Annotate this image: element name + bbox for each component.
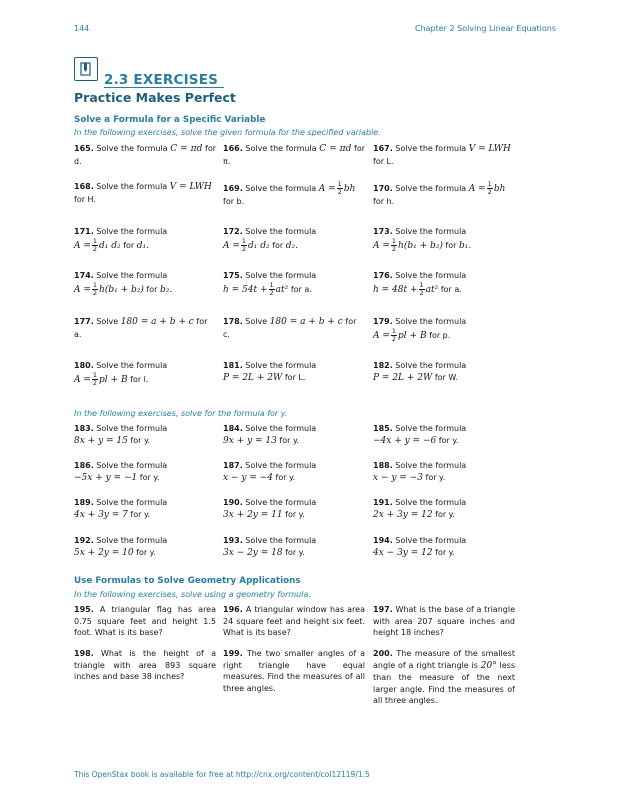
exercise-185: 185. Solve the formula −4x + y = −6 for y. — [373, 424, 467, 446]
exercise-168: 168. Solve the formula V = LWH for H. — [74, 182, 212, 204]
exercise-174: 174. Solve the formula A = $\frac{1}{2}$ h(b₁ + b₂) for b₂. — [74, 271, 173, 297]
exercise-199: 199. The two smaller angles of a right triangle have equal measures. Find the measures of all three angles. — [223, 649, 366, 693]
subsection-heading-formula: Solve a Formula for a Specific Variable — [74, 115, 266, 125]
exercise-166: 166. Solve the formula C = πd for π. — [223, 144, 366, 166]
exercise-189: 189. Solve the formula 4x + 3y = 7 for y. — [74, 498, 168, 520]
exercise-195: 195. A triangular flag has area 0.75 square feet and height 1.5 foot. What is its base? — [74, 605, 217, 637]
section-rule — [104, 87, 224, 88]
fraction-one-half: $\frac{1}{2}$ — [391, 236, 397, 253]
exercise-181: 181. Solve the formula P = 2L + 2W for L. — [223, 361, 317, 383]
exercise-182: 182. Solve the formula P = 2L + 2W for W. — [373, 361, 467, 383]
exercise-196: 196. A triangular window has area 24 square feet and height six feet. What is its base? — [223, 605, 365, 637]
instruction-solve-for-y: In the following exercises, solve for the formula for y. — [74, 409, 288, 418]
exercise-193: 193. Solve the formula 3x − 2y = 18 for y. — [223, 536, 317, 558]
exercise-183: 183. Solve the formula 8x + y = 15 for y. — [74, 424, 168, 446]
instruction-geometry: In the following exercises, solve using a geometry formula. — [74, 590, 311, 599]
practice-heading: Practice Makes Perfect — [74, 90, 236, 105]
exercise-188: 188. Solve the formula x − y = −3 for y. — [373, 461, 467, 483]
exercise-200: 200. The measure of the smallest angle of a right triangle is 20° less than the measure of the next larger angle. Find the measures of all three angles. — [373, 649, 516, 705]
fraction-one-half: $\frac{1}{2}$ — [391, 326, 397, 343]
exercise-165: 165. Solve the formula C = πd for d. — [74, 144, 217, 166]
fraction-one-half: $\frac{1}{2}$ — [92, 280, 98, 297]
fraction-one-half: $\frac{1}{2}$ — [92, 236, 98, 253]
pencil-book-icon — [74, 57, 98, 81]
exercise-184: 184. Solve the formula 9x + y = 13 for y. — [223, 424, 317, 446]
fraction-one-half: $\frac{1}{2}$ — [487, 180, 492, 196]
exercise-187: 187. Solve the formula x − y = −4 for y. — [223, 461, 317, 483]
exercise-191: 191. Solve the formula 2x + 3y = 12 for y. — [373, 498, 467, 520]
exercise-190: 190. Solve the formula 3x + 2y = 11 for y. — [223, 498, 317, 520]
exercise-177: 177. Solve 180 = a + b + c for a. — [74, 317, 208, 339]
section-title: 2.3 EXERCISES — [104, 72, 219, 88]
fraction-one-half: $\frac{1}{2}$ — [241, 236, 247, 253]
subsection-heading-geometry: Use Formulas to Solve Geometry Applications — [74, 576, 301, 586]
fraction-one-half: $\frac{1}{2}$ — [92, 370, 98, 387]
exercise-167: 167. Solve the formula V = LWH for L. — [373, 144, 511, 166]
chapter-title: Chapter 2 Solving Linear Equations — [414, 24, 556, 33]
exercise-175: 175. Solve the formula h = 54t + $\frac{1}{2}$ at² for a. — [223, 271, 317, 297]
exercise-169: 169. Solve the formula A = $\frac{1}{2}$ bh for b. — [223, 180, 356, 206]
fraction-one-half: $\frac{1}{2}$ — [419, 280, 424, 297]
exercise-192: 192. Solve the formula 5x + 2y = 10 for y. — [74, 536, 168, 558]
exercise-176: 176. Solve the formula h = 48t + $\frac{1}{2}$ at² for a. — [373, 271, 467, 297]
exercise-173: 173. Solve the formula A = $\frac{1}{2}$ h(b₁ + b₂) for b₁. — [373, 227, 472, 253]
page-number: 144 — [74, 24, 90, 33]
exercise-172: 172. Solve the formula A = $\frac{1}{2}$ d₁ d₂ for d₂. — [223, 227, 317, 253]
exercise-170: 170. Solve the formula A = $\frac{1}{2}$ bh for h. — [373, 180, 506, 206]
instruction-formula: In the following exercises, solve the given formula for the specified variable. — [74, 128, 381, 137]
exercise-180: 180. Solve the formula A = $\frac{1}{2}$ pl + B for l. — [74, 361, 168, 387]
exercise-171: 171. Solve the formula A = $\frac{1}{2}$ d₁ d₂ for d₁. — [74, 227, 168, 253]
exercise-178: 178. Solve 180 = a + b + c for c. — [223, 317, 357, 339]
exercise-198: 198. What is the height of a triangle with area 893 square inches and base 38 inches? — [74, 649, 216, 681]
footer-attribution: This OpenStax book is available for free at http://cnx.org/content/col12119/1.5 — [74, 770, 370, 779]
fraction-one-half: $\frac{1}{2}$ — [337, 180, 342, 196]
exercise-197: 197. What is the base of a triangle with area 207 square inches and height 18 inches? — [373, 605, 516, 637]
fraction-one-half: $\frac{1}{2}$ — [269, 280, 274, 297]
exercise-179: 179. Solve the formula A = $\frac{1}{2}$ pl + B for p. — [373, 317, 467, 343]
exercise-186: 186. Solve the formula −5x + y = −1 for y. — [74, 461, 168, 483]
exercise-194: 194. Solve the formula 4x − 3y = 12 for y. — [373, 536, 467, 558]
